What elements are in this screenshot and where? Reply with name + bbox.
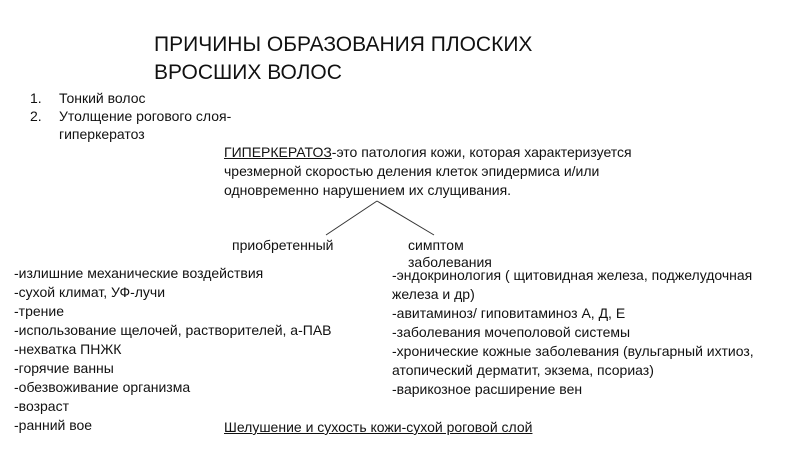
list-item: -заболевания мочеполовой системы xyxy=(392,324,631,340)
list-item: атопический дерматит, экзема, псориаз) xyxy=(392,362,654,378)
branch-label-acquired: приобретенный xyxy=(232,237,334,253)
disease-causes-list xyxy=(392,266,772,399)
branch-label-symptom: симптом заболевания xyxy=(408,237,492,270)
branch-arrows xyxy=(322,199,442,239)
list-item: -нехватка ПНЖК xyxy=(14,341,122,357)
list-item: -сухой климат, УФ-лучи xyxy=(14,284,166,300)
branch-line-left xyxy=(326,201,377,235)
footer-note: Шелушение и сухость кожи-сухой роговой слой xyxy=(224,419,533,435)
reasons-list xyxy=(30,89,309,143)
list-item: -возраст xyxy=(14,398,69,414)
reason-item xyxy=(30,107,309,143)
hyperkeratosis-definition xyxy=(224,143,654,200)
list-item: -излишние механические воздействия xyxy=(14,265,264,281)
slide-title xyxy=(154,31,674,87)
list-item: -варикозное расширение вен xyxy=(392,381,583,397)
title-line-2: ВРОСШИХ ВОЛОС xyxy=(154,61,342,84)
list-item: -трение xyxy=(14,303,64,319)
list-item: -горячие ванны xyxy=(14,360,114,376)
list-item: -ранний вое xyxy=(14,417,93,433)
list-item: -хронические кожные заболевания (вульгарный ихтиоз, xyxy=(392,343,754,359)
definition-term: ГИПЕРКЕРАТОЗ xyxy=(224,144,332,160)
title-line-1: ПРИЧИНЫ ОБРАЗОВАНИЯ ПЛОСКИХ xyxy=(154,33,533,56)
reason-item xyxy=(30,89,309,107)
reason-number: 2. xyxy=(30,108,42,124)
acquired-causes-list xyxy=(14,264,364,435)
branch-line-right xyxy=(377,201,434,235)
list-item: -авитаминоз/ гиповитаминоз А, Д, Е xyxy=(392,305,626,321)
list-item: -эндокринология ( щитовидная железа, поджелудочная железа и др) xyxy=(392,267,753,302)
reason-text: Утолщение рогового слоя-гиперкератоз xyxy=(59,108,232,142)
reason-number: 1. xyxy=(30,90,42,106)
reason-text: Тонкий волос xyxy=(59,90,146,106)
definition-text: -это патология кожи, которая характеризуется чрезмерной скоростью деления клеток эпидермиса и/или одновременно нарушением их слущивания. xyxy=(224,144,632,198)
list-item: -использование щелочей, растворителей, а-ПАВ xyxy=(14,322,332,338)
list-item: -обезвоживание организма xyxy=(14,379,191,395)
